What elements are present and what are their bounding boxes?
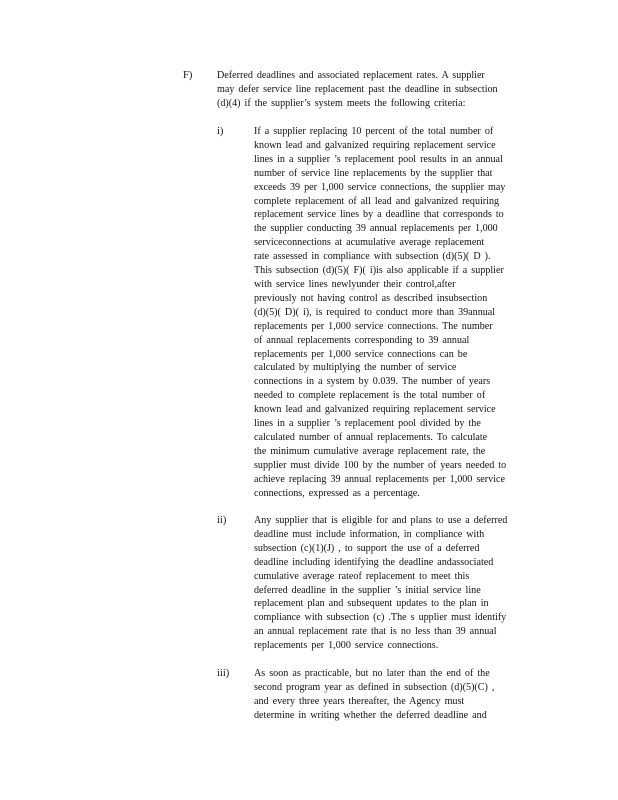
- item-paragraph: [254, 667, 538, 723]
- item-line: calculated number of annual replacements. To calculate: [254, 431, 488, 443]
- item-line: compliance with subsection (c) .The s upplier must identify: [254, 612, 507, 624]
- item-line: with service lines newlyunder their control,after: [254, 278, 456, 290]
- item-line: exceeds 39 per 1,000 service connections, the supplier may: [254, 181, 506, 193]
- item-line: and every three years thereafter, the Agency must: [254, 695, 465, 707]
- item-line: cumulative average rateof replacement to meet this: [254, 570, 470, 582]
- item-line: needed to complete replacement is the total number of: [254, 390, 486, 402]
- item-line: serviceconnections at acumulative average replacement: [254, 237, 485, 249]
- section-marker: F): [183, 70, 193, 81]
- item-marker: i): [217, 126, 224, 137]
- item-line: replacement plan and subsequent updates to the plan in: [254, 598, 489, 610]
- section-line: Deferred deadlines and associated replacement rates. A supplier: [217, 70, 485, 81]
- item-line: deferred deadline in the supplier ’s initial service line: [254, 584, 481, 596]
- item-line: of annual replacements corresponding to 39 annual: [254, 334, 470, 346]
- item-line: replacements per 1,000 service connections. The number: [254, 320, 493, 332]
- item-marker: ii): [217, 515, 227, 526]
- item-line: known lead and galvanized requiring replacement service: [254, 139, 496, 151]
- item-line: subsection (c)(1)(J) , to support the use of a deferred: [254, 542, 480, 554]
- item-line: rate assessed in compliance with subsection (d)(5)( D ).: [254, 251, 491, 263]
- item-line: previously not having control as described insubsection: [254, 292, 488, 304]
- item-line: known lead and galvanized requiring replacement service: [254, 404, 496, 416]
- item-line: Any supplier that is eligible for and plans to use a deferred: [254, 515, 508, 526]
- item-line: As soon as practicable, but no later than the end of the: [254, 668, 490, 679]
- section-paragraph: [217, 69, 529, 111]
- item-line: achieve replacing 39 annual replacements per 1,000 service: [254, 473, 505, 485]
- item-line: lines in a supplier ’s replacement pool results in an annual: [254, 153, 503, 165]
- section-line: (d)(4) if the supplier’s system meets the following criteria:: [217, 97, 466, 109]
- item-line: If a supplier replacing 10 percent of the total number of: [254, 126, 494, 137]
- item-line: calculated by multiplying the number of service: [254, 362, 457, 374]
- item-line: second program year as defined in subsection (d)(5)(C) ,: [254, 681, 495, 693]
- item-paragraph: [254, 514, 538, 653]
- item-line: the supplier conducting 39 annual replacements per 1,000: [254, 223, 498, 235]
- item-line: complete replacement of all lead and galvanized requiring: [254, 195, 500, 207]
- item-line: supplier must divide 100 by the number of years needed to: [254, 459, 507, 471]
- item-paragraph: [254, 125, 538, 500]
- item-line: connections, expressed as a percentage.: [254, 487, 420, 499]
- item-line: replacements per 1,000 service connections can be: [254, 348, 468, 360]
- item-line: replacement service lines by a deadline that corresponds to: [254, 209, 504, 221]
- item-line: This subsection (d)(5)( F)( i)is also applicable if a supplier: [254, 265, 504, 277]
- item-marker: iii): [217, 668, 230, 679]
- item-line: an annual replacement rate that is no less than 39 annual: [254, 626, 497, 638]
- item-line: replacements per 1,000 service connections.: [254, 640, 439, 652]
- item-line: determine in writing whether the deferred deadline and: [254, 709, 487, 721]
- item-line: deadline including identifying the deadline andassociated: [254, 556, 494, 568]
- item-line: the minimum cumulative average replacement rate, the: [254, 445, 486, 457]
- item-line: (d)(5)( D)( i), is required to conduct more than 39annual: [254, 306, 496, 318]
- section-line: may defer service line replacement past the deadline in subsection: [217, 83, 498, 95]
- item-line: lines in a supplier ’s replacement pool divided by the: [254, 418, 481, 430]
- item-line: number of service line replacements by the supplier that: [254, 167, 493, 179]
- item-line: connections in a system by 0.039. The number of years: [254, 376, 491, 388]
- item-line: deadline must include information, in compliance with: [254, 528, 485, 540]
